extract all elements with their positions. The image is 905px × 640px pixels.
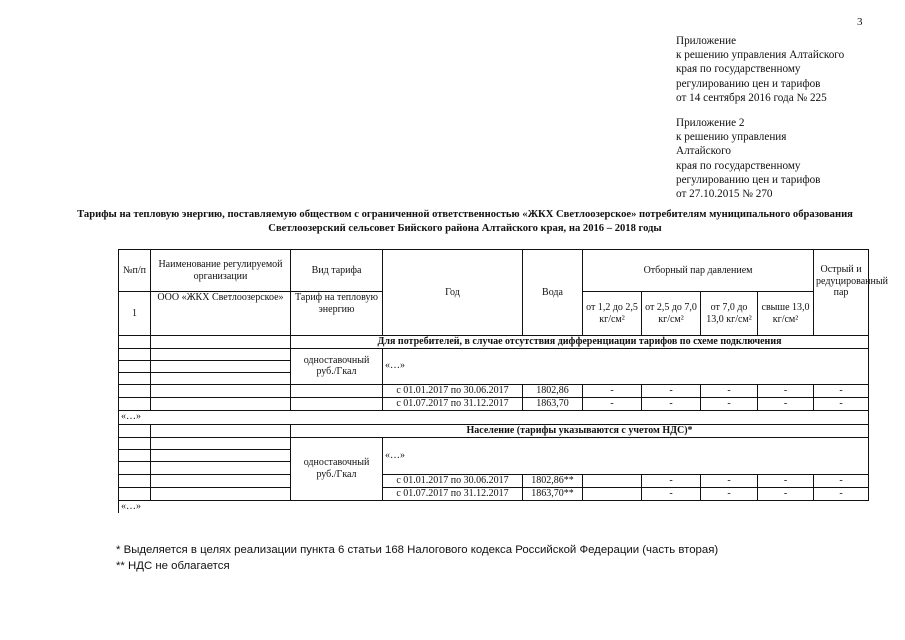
cell-value: - [642,474,701,487]
cell-value: - [583,397,642,410]
table-row [119,348,869,360]
section-1-title: Для потребителей, в случае отсутствия дифференциации тарифов по схеме подключения [291,336,869,349]
section-title-row [119,336,869,349]
empty-cell [119,474,151,487]
cell-period: с 01.07.2017 по 31.12.2017 [383,487,523,500]
cell-water: 1802,86 [523,384,583,397]
closing-ellipsis: «…» [119,500,869,513]
document-title: Тарифы на тепловую энергию, поставляемую обществом с ограниченной ответственностью «ЖКХ Светлоозерское» потребителям муниципального образования Светлоозерский сельсовет Бийского района Алтайского края, на 2016 – 2018 годы [77,209,853,234]
page-number: 3 [857,16,863,28]
section-title-row [119,424,869,437]
table-row [119,437,869,449]
table-row [119,487,869,500]
header-steam-col-2: от 2,5 до 7,0 кг/см² [642,292,701,336]
cell-org: ООО «ЖКХ Светлоозерское» [151,292,291,336]
cell-value: - [758,397,814,410]
appendix-2-line: Алтайского [676,145,731,158]
empty-cell [151,437,291,449]
cell-water: 1863,70** [523,487,583,500]
table-row [119,474,869,487]
appendix-2-line: от 27.10.2015 № 270 [676,188,773,201]
empty-cell [151,360,291,372]
cell-value: - [814,384,869,397]
appendix-block-2 [676,116,820,201]
empty-cell [151,461,291,474]
separator-ellipsis: «…» [119,410,869,424]
cell-value: - [701,384,758,397]
appendix-2-line: регулированию цен и тарифов [676,173,821,186]
empty-cell [119,372,151,384]
section-2-title: Население (тарифы указываются с учетом НДС)* [291,424,869,437]
footnotes [116,543,718,574]
cell-value: - [701,397,758,410]
empty-cell [119,336,151,349]
cell-value: - [583,384,642,397]
cell-num: 1 [119,292,151,336]
empty-cell [119,384,151,397]
table-header-row [119,250,869,292]
empty-cell [151,449,291,461]
empty-cell [291,384,383,397]
cell-period: с 01.07.2017 по 31.12.2017 [383,397,523,410]
table-row [119,500,869,513]
empty-cell [119,487,151,500]
section-2-rate-label: одноставочный руб./Гкал [291,437,383,500]
appendix-1-line: регулированию цен и тарифов [676,77,821,90]
cell-period: с 01.01.2017 по 30.06.2017 [383,384,523,397]
table-row [119,397,869,410]
section-1-ellipsis: «…» [383,348,869,384]
section-1-rate-label: одноставочный руб./Гкал [291,348,383,384]
tariff-table [118,249,888,513]
empty-cell [119,397,151,410]
cell-value: - [814,397,869,410]
empty-cell [119,424,151,437]
table-row [119,410,869,424]
header-year: Год [383,250,523,336]
appendix-1-line: края по государственному [676,63,801,76]
cell-value: - [642,487,701,500]
cell-water: 1802,86** [523,474,583,487]
empty-cell [151,372,291,384]
appendix-block-1 [676,34,844,105]
cell-value [583,474,642,487]
empty-cell [151,397,291,410]
empty-cell [291,397,383,410]
appendix-1-line: от 14 сентября 2016 года № 225 [676,91,827,104]
cell-value: - [701,487,758,500]
cell-value: - [758,384,814,397]
table-row [119,384,869,397]
empty-cell [119,449,151,461]
cell-period: с 01.01.2017 по 30.06.2017 [383,474,523,487]
appendix-2-line: к решению управления [676,131,787,144]
cell-value: - [814,487,869,500]
section-2-ellipsis: «…» [383,437,869,474]
empty-cell [151,424,291,437]
header-steam-col-4: свыше 13,0 кг/см² [758,292,814,336]
empty-cell [119,461,151,474]
empty-cell [151,474,291,487]
cell-water: 1863,70 [523,397,583,410]
header-num: №п/п [119,250,151,292]
header-steam: Отборный пар давлением [583,250,814,292]
header-sharp-steam: Острый и редуцированный пар [814,250,869,336]
cell-value: - [642,397,701,410]
cell-tariff-type: Тариф на тепловую энергию [291,292,383,336]
cell-value: - [758,474,814,487]
empty-cell [151,487,291,500]
empty-cell [119,360,151,372]
empty-cell [119,348,151,360]
cell-value: - [758,487,814,500]
cell-value: - [642,384,701,397]
footnote: * Выделяется в целях реализации пункта 6 статьи 168 Налогового кодекса Российской Федерации (часть вторая) [116,544,719,556]
header-org: Наименование регулируемой организации [151,250,291,292]
header-steam-col-1: от 1,2 до 2,5 кг/см² [583,292,642,336]
empty-cell [151,336,291,349]
empty-cell [119,437,151,449]
empty-cell [151,348,291,360]
cell-value: - [814,474,869,487]
header-steam-col-3: от 7,0 до 13,0 кг/см² [701,292,758,336]
footnote: ** НДС не облагается [116,559,230,572]
appendix-2-line: края по государственному [676,159,801,172]
cell-value: - [701,474,758,487]
header-water: Вода [523,250,583,336]
appendix-2-line: Приложение 2 [676,117,745,129]
header-tariff-type: Вид тарифа [291,250,383,292]
appendix-1-line: Приложение [676,35,737,47]
empty-cell [151,384,291,397]
cell-value [583,487,642,500]
appendix-1-line: к решению управления Алтайского [676,49,845,62]
